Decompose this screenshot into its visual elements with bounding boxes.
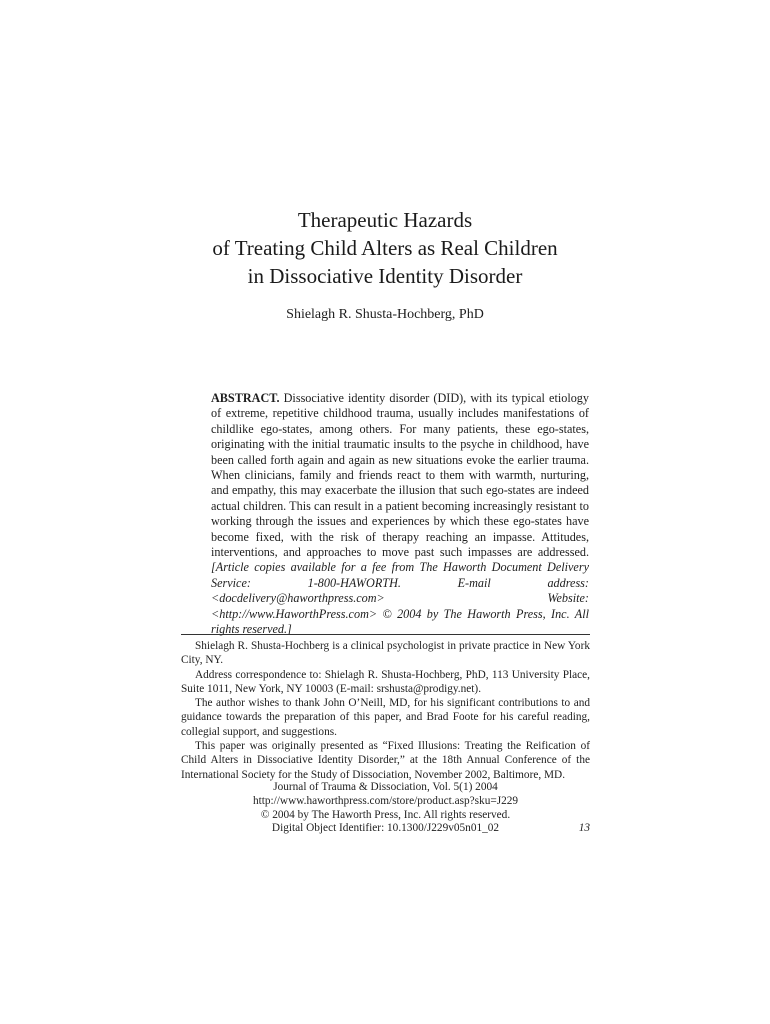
- footnote-acknowledgments: The author wishes to thank John O’Neill, MD, for his significant contributions to and guidance towards the preparation of this paper, and Brad Foote for his careful reading, collegial support, and suggestions.: [181, 697, 590, 738]
- footnotes: [181, 639, 590, 782]
- abstract-body: Dissociative identity disorder (DID), with its typical etiology of extreme, repetitive childhood trauma, usually includes manifestations of childlike ego-states, among others. For many patients, these ego-states, originating with the initial traumatic insults to the psyche in childhood, have been called forth again and again as new situations evoke the earlier trauma. When clinicians, family and friends react to them with warmth, nurturing, and empathy, this may exacerbate the illusion that such ego-states are indeed actual children. This can result in a patient becoming increasingly resistant to working through the issues and experiences by which these ego-states have become fixed, with the risk of therapy reaching an impasse. Attitudes, interventions, and approaches to move past such impasses are addressed.: [211, 391, 589, 560]
- doi-text: Digital Object Identifier: 10.1300/J229v05n01_02: [271, 822, 500, 835]
- copyright-line: © 2004 by The Haworth Press, Inc. All rights reserved.: [260, 808, 511, 821]
- footnote-presentation: This paper was originally presented as “Fixed Illusions: Treating the Reification of Child Alters in Dissociative Identity Disorder,” at the 18th Annual Conference of the International Society for the Study of Dissociation, November 2002, Baltimore, MD.: [181, 740, 590, 781]
- footnote-divider: [181, 634, 590, 635]
- title-line-2: of Treating Child Alters as Real Children: [212, 236, 558, 260]
- abstract-article-note: [Article copies available for a fee from The Haworth Document Delivery Service: 1-800-HAWORTH. E-mail address: <docdelivery@haworthpress.com> Website: <http://www.HaworthPress.com> © 2004 by The Haworth Press, Inc. All rights reserved.]: [211, 560, 589, 637]
- title-line-1: Therapeutic Hazards: [297, 208, 473, 232]
- publication-info: [181, 781, 590, 836]
- title-line-3: in Dissociative Identity Disorder: [247, 264, 523, 288]
- publisher-url: http://www.haworthpress.com/store/product.asp?sku=J229: [252, 794, 519, 807]
- doi-line: [181, 822, 590, 836]
- abstract: [211, 391, 589, 638]
- abstract-label: ABSTRACT.: [211, 391, 280, 405]
- page-number: 13: [578, 822, 590, 835]
- author-name: Shielagh R. Shusta-Hochberg, PhD: [286, 307, 484, 322]
- footnote-correspondence: Address correspondence to: Shielagh R. Shusta-Hochberg, PhD, 113 University Place, Suite 1011, New York, NY 10003 (E-mail: srshusta@prodigy.net).: [181, 668, 590, 695]
- footnote-affiliation: Shielagh R. Shusta-Hochberg is a clinical psychologist in private practice in New York City, NY.: [181, 640, 590, 667]
- title-block: [0, 206, 770, 324]
- journal-citation: Journal of Trauma & Dissociation, Vol. 5(1) 2004: [273, 781, 498, 793]
